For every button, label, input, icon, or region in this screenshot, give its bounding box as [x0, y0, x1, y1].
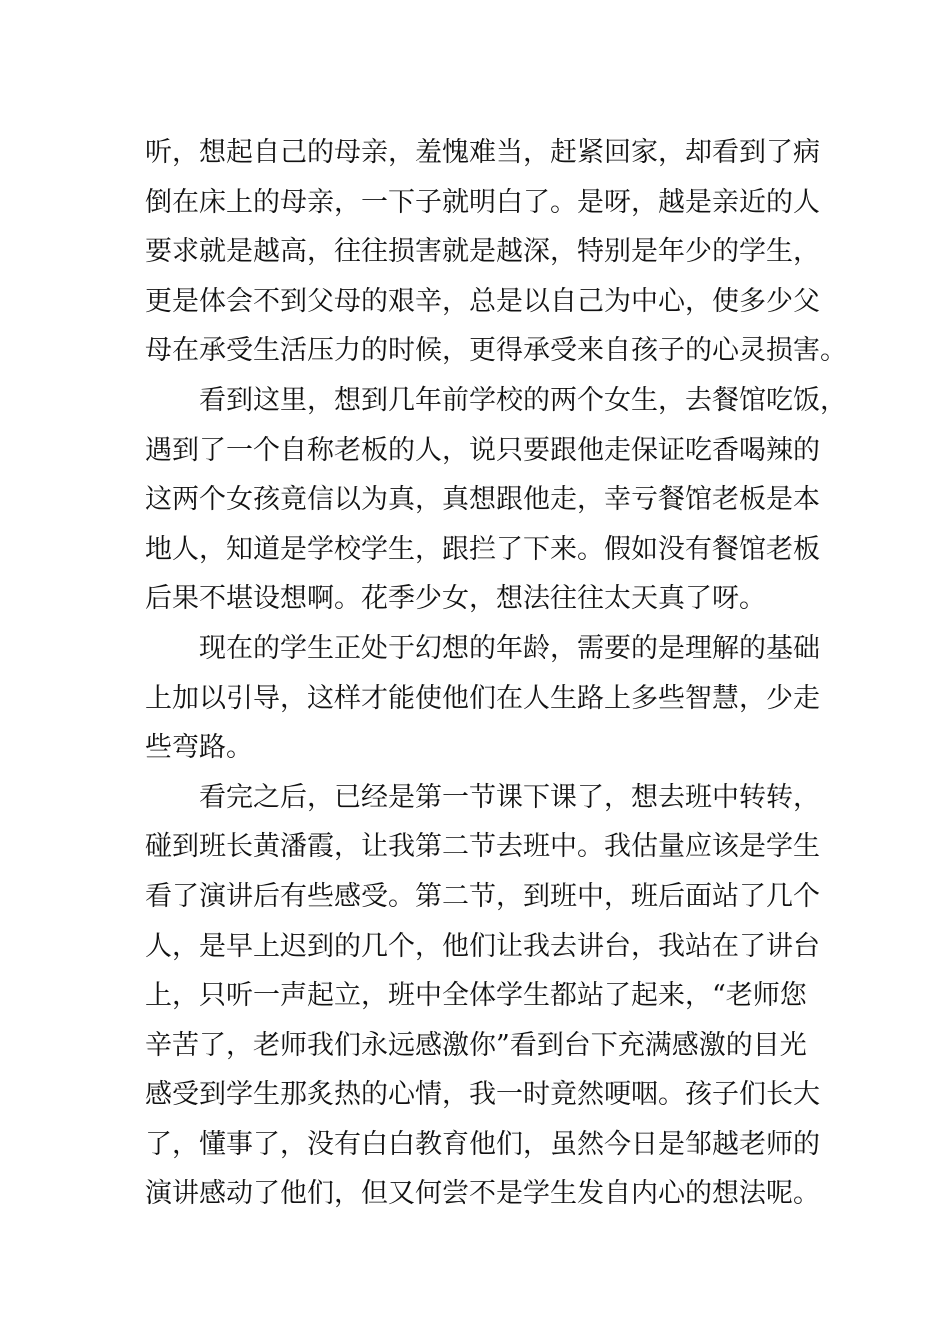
- text-line: 些弯路。: [145, 732, 253, 764]
- body-text: [145, 128, 847, 1219]
- text-line: 演讲感动了他们，但又何尝不是学生发自内心的想法呢。: [145, 1178, 820, 1210]
- paragraph-start-line: 看到这里，想到几年前学校的两个女生，去餐馆吃饭，: [199, 384, 847, 416]
- text-line: 看了演讲后有些感受。第二节，到班中，班后面站了几个: [145, 880, 820, 912]
- paragraph-start-line: 看完之后，已经是第一节课下课了，想去班中转转，: [199, 781, 820, 813]
- text-line: 了，懂事了，没有白白教育他们，虽然今日是邹越老师的: [145, 1128, 820, 1160]
- paragraph-start-line: 现在的学生正处于幻想的年龄，需要的是理解的基础: [199, 632, 820, 664]
- text-line: 上，只听一声起立，班中全体学生都站了起来，“老师您: [145, 980, 807, 1012]
- text-line: 地人，知道是学校学生，跟拦了下来。假如没有餐馆老板: [145, 533, 820, 565]
- text-line: 听，想起自己的母亲，羞愧难当，赶紧回家，却看到了病: [145, 137, 820, 168]
- text-line: 上加以引导，这样才能使他们在人生路上多些智慧，少走: [145, 682, 820, 714]
- text-line: 母在承受生活压力的时候，更得承受来自孩子的心灵损害。: [145, 335, 847, 367]
- text-line: 更是体会不到父母的艰辛，总是以自己为中心，使多少父: [145, 285, 820, 317]
- text-line: 要求就是越高，往往损害就是越深，特别是年少的学生，: [145, 236, 820, 268]
- text-line: 后果不堪设想啊。花季少女，想法往往太天真了呀。: [145, 583, 766, 615]
- text-line: 这两个女孩竟信以为真，真想跟他走，幸亏餐馆老板是本: [145, 484, 820, 516]
- text-line: 遇到了一个自称老板的人，说只要跟他走保证吃香喝辣的: [145, 434, 820, 466]
- text-line: 碰到班长黄潘霞，让我第二节去班中。我估量应该是学生: [145, 831, 820, 863]
- text-line: 倒在床上的母亲，一下子就明白了。是呀，越是亲近的人: [145, 186, 820, 218]
- text-line: 人，是早上迟到的几个，他们让我去讲台，我站在了讲台: [145, 930, 820, 962]
- text-line: 辛苦了，老师我们永远感激你”看到台下充满感激的目光: [145, 1029, 807, 1061]
- text-line: 感受到学生那炙热的心情，我一时竟然哽咽。孩子们长大: [145, 1079, 820, 1111]
